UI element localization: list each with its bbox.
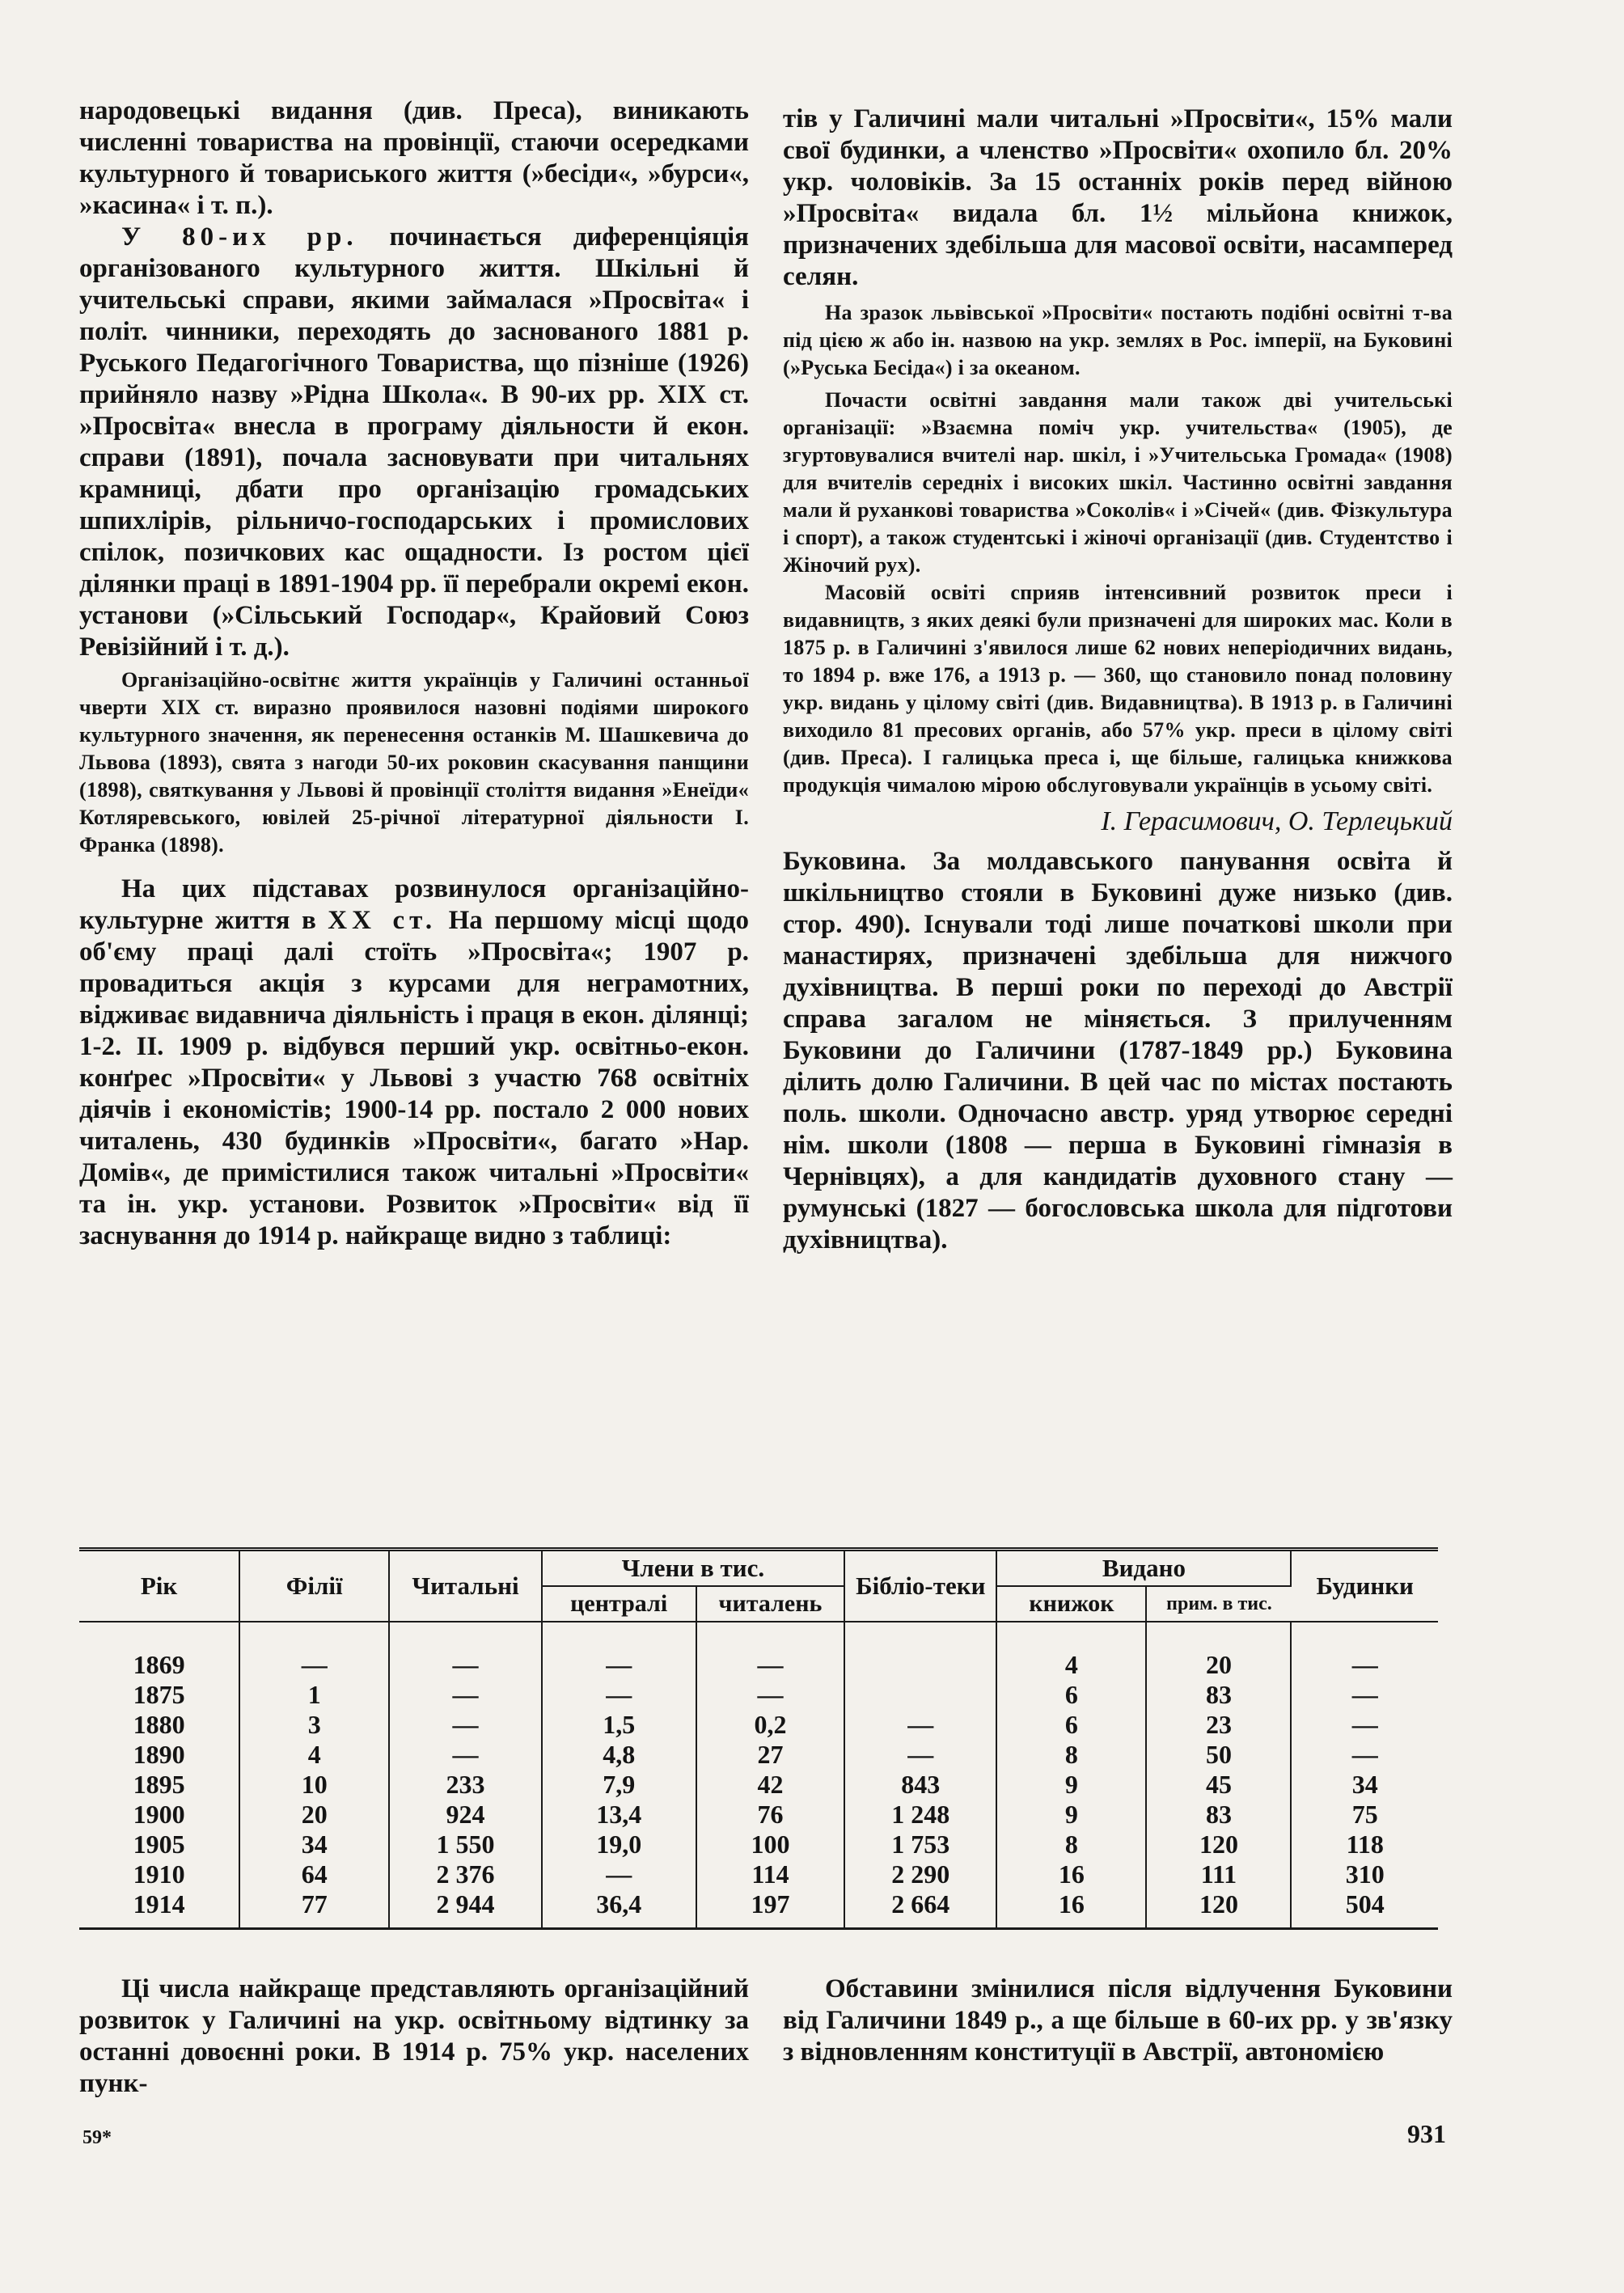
- century-spaced: XX ст.: [328, 906, 438, 935]
- cell-books: 4: [996, 1650, 1146, 1680]
- cell-reading-rooms: 2 376: [389, 1859, 541, 1889]
- cell-central-members: 13,4: [542, 1800, 696, 1830]
- cell-books: 9: [996, 1770, 1146, 1800]
- cell-reading-rooms: —: [389, 1680, 541, 1710]
- cell-books: 8: [996, 1740, 1146, 1770]
- cell-copies: 111: [1146, 1859, 1291, 1889]
- cell-year: 1875: [79, 1680, 239, 1710]
- cell-libraries: —: [844, 1710, 996, 1740]
- cell-copies: 83: [1146, 1800, 1291, 1830]
- cell-reading-rooms: 2 944: [389, 1889, 541, 1927]
- cell-books: 16: [996, 1889, 1146, 1927]
- cell-buildings: —: [1351, 1680, 1378, 1709]
- cell-buildings: —: [1351, 1650, 1378, 1679]
- table-row: [79, 1889, 1438, 1927]
- cell-central-members: 36,4: [542, 1889, 696, 1927]
- small-paragraph: Масовій освіті сприяв інтенсивний розвиток преси і видавництв, з яких деякі були призначені для широких мас. Коли в 1875 р. в Галичині з'явилося лише 62 нових неперіодичних видань, то 1894 р. вже 176, а 1913 р. — 360, що становило понад половину укр. видань у цілому світі (див. Видавництва). В 1913 р. в Галичині виходило 81 пресових органів, або 57% укр. преси в цілому світі (див. Преса). І галицька преса і, ще більше, галицька книжкова продукція чималою мірою обслуговували українців в усьому світі.: [783, 581, 1453, 797]
- cell-reading-rooms: —: [389, 1650, 541, 1680]
- header-branches: Філії: [239, 1551, 389, 1622]
- cell-year: 1890: [79, 1740, 239, 1770]
- paragraph-text: На цих підставах розвинулося організаційно-культурне життя в: [79, 874, 749, 935]
- cell-year: 1905: [79, 1830, 239, 1859]
- right-column: [783, 104, 1453, 1256]
- cell-room-members: 114: [696, 1859, 844, 1889]
- cell-libraries: —: [844, 1740, 996, 1770]
- signature-mark: 59*: [82, 2127, 112, 2148]
- header-rooms-members: читалень: [696, 1586, 844, 1622]
- table-body: [79, 1622, 1438, 1927]
- cell-branches: 20: [239, 1800, 389, 1830]
- cell-reading-rooms: 233: [389, 1770, 541, 1800]
- cell-buildings: 34: [1351, 1770, 1378, 1799]
- cell-central-members: 4,8: [542, 1740, 696, 1770]
- left-column: [79, 95, 749, 1252]
- cell-reading-rooms: —: [389, 1740, 541, 1770]
- cell-books: 6: [996, 1680, 1146, 1710]
- cell-libraries: 2 290: [844, 1859, 996, 1889]
- table-row: [79, 1770, 1438, 1800]
- cell-books: 8: [996, 1830, 1146, 1859]
- table-row: [79, 1800, 1438, 1830]
- cell-room-members: 100: [696, 1830, 844, 1859]
- cell-branches: 10: [239, 1770, 389, 1800]
- cell-copies: 120: [1146, 1830, 1291, 1859]
- header-copies: прим. в тис.: [1146, 1586, 1291, 1622]
- paragraph: [79, 874, 749, 1252]
- paragraph-text: починається диференціяція організованого культурного життя. Шкільні й учительські справи, якими займалася »Просвіта« і політ. чинники, переходять до заснованого 1881 р. Руського Педагогічного Товариства, що пізніше (1926) прийняло назву »Рідна Школа«. В 90-их рр. XIX ст. »Просвіта« внесла в програму діяльности й екон. справи (1891), почала засновувати при читальнях крамниці, дбати про організацію громадських шпихлірів, рільничо-господарських і промислових спілок, позичкових кас ощадности. Із ростом цієї ділянки праці в 1891-1904 рр. її перебрали окремі екон. установи (»Сільський Господар«, Крайовий Союз Ревізійний і т. д.).: [79, 222, 749, 662]
- header-published: Видано: [996, 1551, 1291, 1586]
- cell-branches: 34: [239, 1830, 389, 1859]
- table-row: [79, 1859, 1438, 1889]
- cell-central-members: 1,5: [542, 1710, 696, 1740]
- cell-room-members: 42: [696, 1770, 844, 1800]
- header-buildings: Будинки: [1291, 1551, 1438, 1622]
- header-reading-rooms: Читальні: [389, 1551, 541, 1622]
- cell-libraries: 1 248: [844, 1800, 996, 1830]
- spacer-row: [79, 1622, 1438, 1650]
- cell-branches: 77: [239, 1889, 389, 1927]
- cell-buildings: 504: [1345, 1889, 1385, 1919]
- cell-copies: 83: [1146, 1680, 1291, 1710]
- cell-books: 9: [996, 1800, 1146, 1830]
- cell-year: 1900: [79, 1800, 239, 1830]
- header-libraries: Бібліо-теки: [844, 1551, 996, 1622]
- cell-buildings: 75: [1351, 1800, 1378, 1829]
- header-year: Рік: [79, 1551, 239, 1622]
- paragraph-text: На першому місці щодо об'єму праці далі стоїть »Просвіта«; 1907 р. провадиться акція з курсами для неграмотних, відживає видавнича діяльність і праця в екон. ділянці; 1-2. II. 1909 р. відбувся перший укр. освітньо-екон. конґрес »Просвіти« у Львові з участю 768 освітніх діячів і економістів; 1900-14 рр. постало 2 000 нових читалень, 430 будинків »Просвіти«, багато »Нар. Домів«, де примістилися також читальні »Просвіти« та ін. укр. установи. Розвиток »Просвіти« від її заснування до 1914 р. найкраще видно з таблиці:: [79, 906, 749, 1250]
- cell-copies: 120: [1146, 1889, 1291, 1927]
- cell-reading-rooms: 924: [389, 1800, 541, 1830]
- cell-copies: 45: [1146, 1770, 1291, 1800]
- cell-central-members: 7,9: [542, 1770, 696, 1800]
- paragraph: [783, 846, 1453, 1256]
- cell-copies: 50: [1146, 1740, 1291, 1770]
- table-row: [79, 1710, 1438, 1740]
- small-paragraph: На зразок львівської »Просвіти« постають подібні освітні т-ва під цією ж або ін. назвою на укр. землях в Рос. імперії, на Буковині (»Руська Бесіда«) і за океаном.: [783, 301, 1453, 379]
- header-members: Члени в тис.: [542, 1551, 845, 1586]
- cell-year: 1869: [79, 1650, 239, 1680]
- cell-central-members: —: [542, 1680, 696, 1710]
- paragraph: Обставини змінилися після відлучення Буковини від Галичини 1849 р., а ще більше в 60-их рр. у зв'язку з відновленням конституції в Австрії, автономією: [783, 1974, 1453, 2067]
- cell-room-members: 197: [696, 1889, 844, 1927]
- cell-room-members: —: [696, 1680, 844, 1710]
- bottom-left-column: [79, 1974, 749, 2100]
- cell-copies: 20: [1146, 1650, 1291, 1680]
- cell-branches: 4: [239, 1740, 389, 1770]
- cell-buildings: —: [1351, 1710, 1378, 1739]
- cell-books: 16: [996, 1859, 1146, 1889]
- section-term: Буковина.: [783, 847, 907, 876]
- paragraph: народовецькі видання (див. Преса), виникають численні товариства на провінції, стаючи осередками культурного й товариського життя (»бесіди«, »бурси«, »касина« і т. п.).: [79, 96, 749, 220]
- cell-books: 6: [996, 1710, 1146, 1740]
- table-row: [79, 1650, 1438, 1680]
- small-paragraph: Почасти освітні завдання мали також дві учительські організації: »Взаємна поміч укр. учительства« (1905), де згуртовувалися вчителі нар. шкіл, і »Учительська Громада« (1908) для вчителів середніх і високих шкіл. Частинно освітні завдання мали й руханкові товариства »Соколів« і »Січей« (див. Фізкультура і спорт), а також студентські і жіночі організації (див. Студентство і Жіночий рух).: [783, 388, 1453, 577]
- cell-libraries: 1 753: [844, 1830, 996, 1859]
- prosvita-table: [79, 1551, 1438, 1927]
- cell-branches: 3: [239, 1710, 389, 1740]
- cell-reading-rooms: —: [389, 1710, 541, 1740]
- paragraph: [79, 222, 749, 663]
- cell-year: 1895: [79, 1770, 239, 1800]
- cell-branches: —: [239, 1650, 389, 1680]
- decade-lead: У 80-их рр.: [121, 222, 358, 252]
- table-row: [79, 1740, 1438, 1770]
- header-books: книжок: [996, 1586, 1146, 1622]
- cell-libraries: 843: [844, 1770, 996, 1800]
- cell-libraries: [844, 1650, 996, 1680]
- cell-buildings: —: [1351, 1740, 1378, 1769]
- cell-branches: 1: [239, 1680, 389, 1710]
- cell-branches: 64: [239, 1859, 389, 1889]
- cell-year: 1880: [79, 1710, 239, 1740]
- cell-year: 1914: [79, 1889, 239, 1927]
- cell-year: 1910: [79, 1859, 239, 1889]
- table-row: [79, 1830, 1438, 1859]
- cell-buildings: 310: [1345, 1859, 1385, 1889]
- cell-central-members: 19,0: [542, 1830, 696, 1859]
- cell-buildings: 118: [1346, 1830, 1384, 1859]
- header-central: централі: [542, 1586, 696, 1622]
- paragraph-text: За молдавського панування освіта й шкільництво стояли в Буковині дуже низько (див. стор. 490). Існували тоді лише початкові школи при манастирях, призначені здебільша для нижчого духівництва. В перші роки по переході до Австрії справа загалом не міняється. З прилученням Буковини до Галичини (1787-1849 рр.) Буковина ділить долю Галичини. В цей час по містах постають поль. школи. Одночасно австр. уряд утворює середні нім. школи (1808 — перша в Буковині гімназія в Чернівцях), а для кандидатів духовного стану — румунські (1827 — богословська школа для підготови духівництва).: [783, 847, 1453, 1254]
- paragraph: Ці числа найкраще представляють організаційний розвиток у Галичині на укр. освітньому відтинку за останні довоєнні роки. В 1914 р. 75% укр. населених пунк-: [79, 1974, 749, 2098]
- cell-central-members: —: [542, 1859, 696, 1889]
- cell-room-members: —: [696, 1650, 844, 1680]
- paragraph: тів у Галичині мали читальні »Просвіти«, 15% мали свої будинки, а членство »Просвіти« охопило бл. 20% укр. чоловіків. За 15 останніх років перед війною »Просвіта« видала бл. 1½ мільйона книжок, призначених здебільша для масової освіти, насамперед селян.: [783, 104, 1453, 291]
- cell-central-members: —: [542, 1650, 696, 1680]
- cell-reading-rooms: 1 550: [389, 1830, 541, 1859]
- cell-libraries: 2 664: [844, 1889, 996, 1927]
- cell-room-members: 27: [696, 1740, 844, 1770]
- cell-room-members: 76: [696, 1800, 844, 1830]
- author-signature: І. Герасимович, О. Терлецький: [1101, 806, 1453, 836]
- cell-room-members: 0,2: [696, 1710, 844, 1740]
- table-row: [79, 1680, 1438, 1710]
- bottom-right-column: [783, 1974, 1453, 2068]
- cell-libraries: [844, 1680, 996, 1710]
- small-paragraph: Організаційно-освітнє життя українців у Галичині останньої чверти XIX ст. виразно проявилося назовні подіями широкого культурного значення, як перенесення останків М. Шашкевича до Львова (1893), свята з нагоди 50-их роковин скасування панщини (1898), святкування у Львові й провінції століття видання »Енеїди« Котляревського, ювілей 25-річної літературної діяльности І. Франка (1898).: [79, 668, 749, 857]
- page-number: 931: [1407, 2119, 1446, 2148]
- cell-copies: 23: [1146, 1710, 1291, 1740]
- statistics-table: [79, 1547, 1438, 1930]
